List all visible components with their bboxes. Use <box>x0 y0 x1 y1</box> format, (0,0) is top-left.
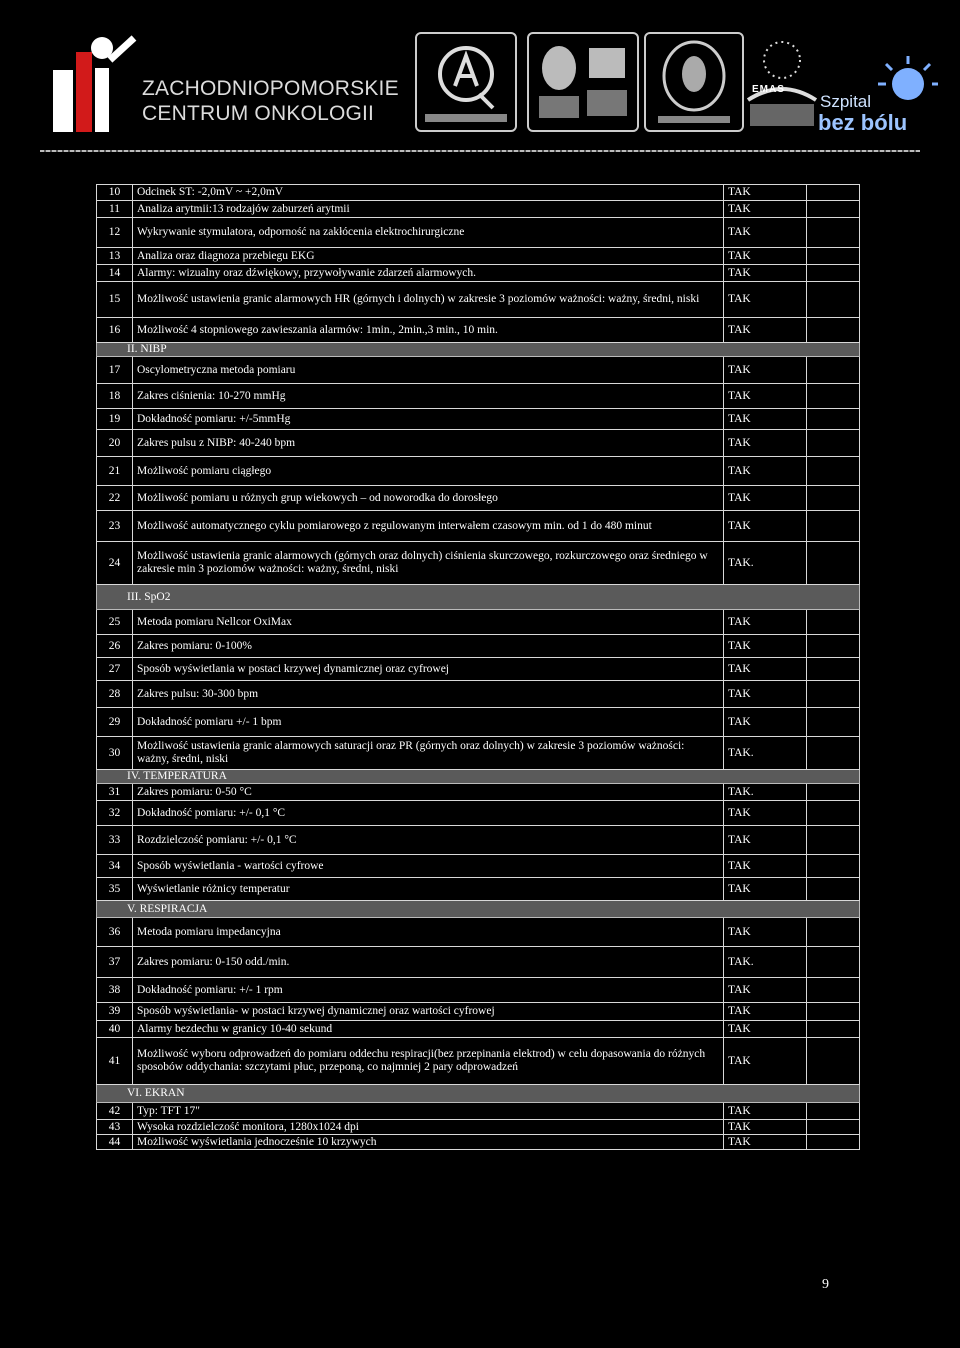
row-description: Dokładność pomiaru: +/- 0,1 °C <box>133 801 724 826</box>
header-divider <box>40 150 920 152</box>
section-header <box>97 901 860 918</box>
row-value: TAK <box>724 1135 807 1150</box>
row-number: 34 <box>97 855 133 878</box>
row-description: Możliwość wyboru odprowadzeń do pomiaru oddechu respiracji(bez przepinania elektrod) w celu dopasowania do różnych sposobów oddychania: szczytami płuc, przeponą, co najmniej 2 pary odprowadzeń <box>133 1038 724 1085</box>
row-description: Możliwość ustawienia granic alarmowych HR (górnych i dolnych) w zakresie 3 poziomów ważności: ważny, średni, niski <box>133 282 724 318</box>
table-row <box>97 218 860 248</box>
row-empty-cell <box>807 457 860 486</box>
row-value: TAK <box>724 218 807 248</box>
table-row <box>97 384 860 409</box>
row-value: TAK <box>724 1021 807 1038</box>
row-number: 43 <box>97 1120 133 1135</box>
row-value: TAK. <box>724 542 807 585</box>
row-empty-cell <box>807 357 860 384</box>
row-empty-cell <box>807 486 860 511</box>
letterhead <box>0 0 960 150</box>
row-description: Alarmy: wizualny oraz dźwiękowy, przywoływanie zdarzeń alarmowych. <box>133 265 724 282</box>
row-number: 14 <box>97 265 133 282</box>
row-number: 26 <box>97 635 133 658</box>
row-value: TAK. <box>724 737 807 770</box>
row-empty-cell <box>807 658 860 681</box>
table-row <box>97 1021 860 1038</box>
row-description: Analiza arytmii:13 rodzajów zaburzeń arytmii <box>133 201 724 218</box>
row-empty-cell <box>807 201 860 218</box>
row-value: TAK <box>724 185 807 201</box>
row-empty-cell <box>807 681 860 708</box>
row-number: 25 <box>97 610 133 635</box>
row-value: TAK <box>724 1038 807 1085</box>
row-description: Możliwość pomiaru ciągłego <box>133 457 724 486</box>
row-value: TAK <box>724 384 807 409</box>
row-value: TAK <box>724 978 807 1003</box>
row-empty-cell <box>807 826 860 855</box>
table-row <box>97 947 860 978</box>
bez-bolu-label: bez bólu <box>818 110 908 135</box>
row-description: Możliwość 4 stopniowego zawieszania alarmów: 1min., 2min.,3 min., 10 min. <box>133 318 724 343</box>
row-value: TAK <box>724 357 807 384</box>
row-number: 35 <box>97 878 133 901</box>
table-row <box>97 658 860 681</box>
row-description: Możliwość automatycznego cyklu pomiarowego z regulowanym interwałem czasowym min. od 1 do 480 minut <box>133 511 724 542</box>
row-number: 13 <box>97 248 133 265</box>
row-number: 30 <box>97 737 133 770</box>
row-number: 33 <box>97 826 133 855</box>
row-empty-cell <box>807 185 860 201</box>
row-number: 20 <box>97 430 133 457</box>
table-row <box>97 918 860 947</box>
row-number: 27 <box>97 658 133 681</box>
page-number: 9 <box>822 1277 829 1292</box>
iso-27001-certificate-icon <box>644 32 744 132</box>
table-row <box>97 635 860 658</box>
row-number: 37 <box>97 947 133 978</box>
row-description: Rozdzielczość pomiaru: +/- 0,1 °C <box>133 826 724 855</box>
row-number: 22 <box>97 486 133 511</box>
section-header <box>97 770 860 784</box>
row-description: Sposób wyświetlania - wartości cyfrowe <box>133 855 724 878</box>
row-description: Metoda pomiaru impedancyjna <box>133 918 724 947</box>
org-line-1: ZACHODNIOPOMORSKIE <box>142 77 399 100</box>
table-row <box>97 248 860 265</box>
row-description: Możliwość ustawienia granic alarmowych saturacji oraz PR (górnych oraz dolnych) w zakresie 3 poziomów ważności: ważny, średni, niski <box>133 737 724 770</box>
table-row <box>97 610 860 635</box>
table-row <box>97 826 860 855</box>
table-row <box>97 1120 860 1135</box>
row-number: 23 <box>97 511 133 542</box>
row-number: 36 <box>97 918 133 947</box>
row-number: 39 <box>97 1003 133 1021</box>
table-row <box>97 457 860 486</box>
row-description: Zakres pomiaru: 0-150 odd./min. <box>133 947 724 978</box>
row-value: TAK <box>724 708 807 737</box>
row-description: Wykrywanie stymulatora, odporność na zakłócenia elektrochirurgiczne <box>133 218 724 248</box>
section-header <box>97 1085 860 1103</box>
table-row <box>97 201 860 218</box>
row-value: TAK <box>724 1003 807 1021</box>
row-value: TAK. <box>724 784 807 801</box>
row-value: TAK <box>724 486 807 511</box>
row-empty-cell <box>807 511 860 542</box>
row-number: 42 <box>97 1103 133 1120</box>
row-description: Zakres pomiaru: 0-50 °C <box>133 784 724 801</box>
org-line-2: CENTRUM ONKOLOGII <box>142 102 375 125</box>
row-empty-cell <box>807 878 860 901</box>
row-description: Zakres pomiaru: 0-100% <box>133 635 724 658</box>
section-header <box>97 343 860 357</box>
row-empty-cell <box>807 918 860 947</box>
row-description: Zakres ciśnienia: 10-270 mmHg <box>133 384 724 409</box>
specification-table <box>96 184 860 1150</box>
row-empty-cell <box>807 218 860 248</box>
table-row <box>97 1038 860 1085</box>
table-row <box>97 486 860 511</box>
row-number: 44 <box>97 1135 133 1150</box>
row-description: Wyświetlanie różnicy temperatur <box>133 878 724 901</box>
row-empty-cell <box>807 265 860 282</box>
table-row <box>97 282 860 318</box>
row-empty-cell <box>807 635 860 658</box>
table-row <box>97 708 860 737</box>
row-description: Sposób wyświetlania- w postaci krzywej dynamicznej oraz wartości cyfrowej <box>133 1003 724 1021</box>
row-value: TAK <box>724 409 807 430</box>
row-empty-cell <box>807 542 860 585</box>
row-value: TAK <box>724 430 807 457</box>
row-description: Sposób wyświetlania w postaci krzywej dynamicznej oraz cyfrowej <box>133 658 724 681</box>
hospital-logo-icon <box>48 30 138 140</box>
table-row <box>97 265 860 282</box>
row-description: Dokładność pomiaru: +/-5mmHg <box>133 409 724 430</box>
row-description: Możliwość wyświetlania jednocześnie 10 krzywych <box>133 1135 724 1150</box>
row-description: Alarmy bezdechu w granicy 10-40 sekund <box>133 1021 724 1038</box>
row-empty-cell <box>807 947 860 978</box>
table-row <box>97 784 860 801</box>
quality-certificate-icon <box>415 32 517 132</box>
row-value: TAK <box>724 457 807 486</box>
row-number: 10 <box>97 185 133 201</box>
row-empty-cell <box>807 430 860 457</box>
row-description: Dokładność pomiaru +/- 1 bpm <box>133 708 724 737</box>
row-value: TAK <box>724 826 807 855</box>
row-description: Typ: TFT 17" <box>133 1103 724 1120</box>
row-number: 17 <box>97 357 133 384</box>
section-title: II. NIBP <box>97 343 860 357</box>
row-value: TAK <box>724 265 807 282</box>
row-number: 32 <box>97 801 133 826</box>
row-value: TAK <box>724 610 807 635</box>
table-row <box>97 978 860 1003</box>
row-empty-cell <box>807 1120 860 1135</box>
table-row <box>97 1135 860 1150</box>
row-description: Dokładność pomiaru: +/- 1 rpm <box>133 978 724 1003</box>
table-row <box>97 801 860 826</box>
table-row <box>97 737 860 770</box>
row-empty-cell <box>807 1003 860 1021</box>
row-empty-cell <box>807 318 860 343</box>
organization-name <box>142 76 399 126</box>
table-row <box>97 511 860 542</box>
row-description: Odcinek ST: -2,0mV ~ +2,0mV <box>133 185 724 201</box>
iso-certificate-icon <box>527 32 639 132</box>
row-value: TAK <box>724 635 807 658</box>
row-description: Możliwość pomiaru u różnych grup wiekowych – od noworodka do dorosłego <box>133 486 724 511</box>
row-value: TAK <box>724 282 807 318</box>
row-empty-cell <box>807 1021 860 1038</box>
row-empty-cell <box>807 1038 860 1085</box>
table-row <box>97 542 860 585</box>
row-value: TAK <box>724 855 807 878</box>
row-value: TAK <box>724 681 807 708</box>
row-value: TAK <box>724 248 807 265</box>
table-row <box>97 430 860 457</box>
row-empty-cell <box>807 384 860 409</box>
row-value: TAK <box>724 511 807 542</box>
table-row <box>97 318 860 343</box>
row-description: Zakres pulsu: 30-300 bpm <box>133 681 724 708</box>
row-number: 19 <box>97 409 133 430</box>
table-row <box>97 1103 860 1120</box>
row-number: 21 <box>97 457 133 486</box>
table-row <box>97 185 860 201</box>
row-number: 12 <box>97 218 133 248</box>
row-number: 38 <box>97 978 133 1003</box>
row-empty-cell <box>807 1103 860 1120</box>
row-number: 11 <box>97 201 133 218</box>
row-empty-cell <box>807 855 860 878</box>
row-empty-cell <box>807 1135 860 1150</box>
table-row <box>97 681 860 708</box>
row-empty-cell <box>807 282 860 318</box>
row-value: TAK <box>724 878 807 901</box>
row-value: TAK <box>724 1103 807 1120</box>
row-empty-cell <box>807 784 860 801</box>
row-empty-cell <box>807 978 860 1003</box>
row-empty-cell <box>807 248 860 265</box>
section-title: III. SpO2 <box>97 585 860 610</box>
table-row <box>97 855 860 878</box>
section-title: VI. EKRAN <box>97 1085 860 1103</box>
sun-logo-icon <box>870 52 940 112</box>
section-title: IV. TEMPERATURA <box>97 770 860 784</box>
row-number: 41 <box>97 1038 133 1085</box>
table-row <box>97 878 860 901</box>
row-number: 24 <box>97 542 133 585</box>
row-description: Możliwość ustawienia granic alarmowych (górnych oraz dolnych) ciśnienia skurczowego, rozkurczowego oraz średniego w zakresie min 3 poziomów ważności: ważny, średni, niski <box>133 542 724 585</box>
row-number: 29 <box>97 708 133 737</box>
section-title: V. RESPIRACJA <box>97 901 860 918</box>
row-description: Oscylometryczna metoda pomiaru <box>133 357 724 384</box>
row-value: TAK. <box>724 947 807 978</box>
table-row <box>97 409 860 430</box>
row-empty-cell <box>807 708 860 737</box>
row-value: TAK <box>724 1120 807 1135</box>
row-empty-cell <box>807 801 860 826</box>
row-value: TAK <box>724 658 807 681</box>
row-number: 16 <box>97 318 133 343</box>
szpital-label: Szpital <box>820 92 872 111</box>
row-empty-cell <box>807 610 860 635</box>
row-value: TAK <box>724 801 807 826</box>
row-number: 18 <box>97 384 133 409</box>
row-description: Analiza oraz diagnoza przebiegu EKG <box>133 248 724 265</box>
table-row <box>97 357 860 384</box>
row-value: TAK <box>724 201 807 218</box>
row-description: Wysoka rozdzielczość monitora, 1280x1024 dpi <box>133 1120 724 1135</box>
row-number: 40 <box>97 1021 133 1038</box>
table-row <box>97 1003 860 1021</box>
row-empty-cell <box>807 409 860 430</box>
row-empty-cell <box>807 737 860 770</box>
row-description: Zakres pulsu z NIBP: 40-240 bpm <box>133 430 724 457</box>
row-value: TAK <box>724 318 807 343</box>
emas-label: EMAS <box>752 84 785 95</box>
row-description: Metoda pomiaru Nellcor OxiMax <box>133 610 724 635</box>
row-number: 31 <box>97 784 133 801</box>
section-header <box>97 585 860 610</box>
row-value: TAK <box>724 918 807 947</box>
row-number: 15 <box>97 282 133 318</box>
row-number: 28 <box>97 681 133 708</box>
